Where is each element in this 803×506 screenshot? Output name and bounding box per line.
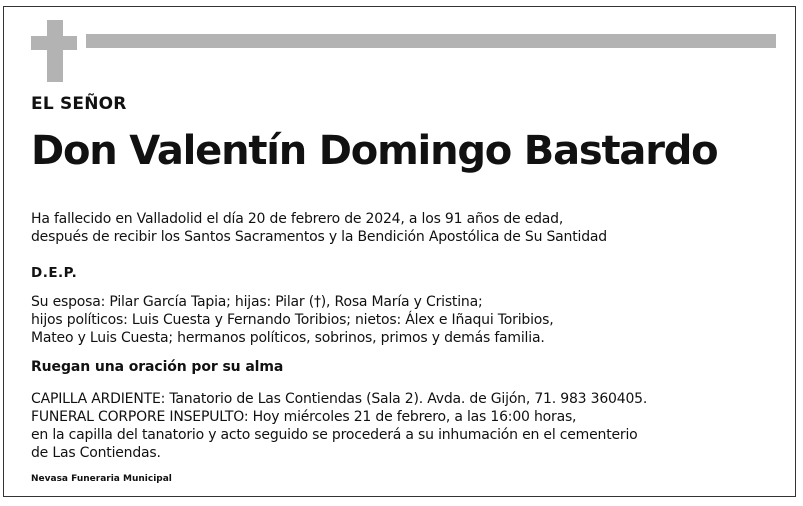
deceased-name: Don Valentín Domingo Bastardo [31,128,718,174]
cross-icon-arm [31,36,77,50]
death-notice-line: después de recibir los Santos Sacramentos y la Bendición Apostólica de Su Santidad [31,229,607,245]
death-notice-line: Ha fallecido en Valladolid el día 20 de febrero de 2024, a los 91 años de edad, [31,211,564,227]
family-line: Mateo y Luis Cuesta; hermanos políticos, sobrinos, primos y demás familia. [31,330,545,346]
prayer-request: Ruegan una oración por su alma [31,359,284,375]
title-prefix: EL SEÑOR [31,94,127,114]
service-line: de Las Contiendas. [31,445,161,461]
service-line: FUNERAL CORPORE INSEPULTO: Hoy miércoles 21 de febrero, a las 16:00 horas, [31,409,577,425]
header-rule [86,34,776,48]
dep-label: D.E.P. [31,265,78,281]
service-line: CAPILLA ARDIENTE: Tanatorio de Las Contiendas (Sala 2). Avda. de Gijón, 71. 983 360405. [31,391,648,407]
funeral-home-credit: Nevasa Funeraria Municipal [31,474,172,484]
family-line: hijos políticos: Luis Cuesta y Fernando Toribios; nietos: Álex e Iñaqui Toribios, [31,312,554,328]
death-notice-paragraph [31,210,607,246]
cross-icon [47,20,63,82]
service-line: en la capilla del tanatorio y acto seguido se procederá a su inhumación en el cementerio [31,427,638,443]
family-paragraph [31,293,553,347]
service-details [31,390,647,462]
family-line: Su esposa: Pilar García Tapia; hijas: Pilar (†), Rosa María y Cristina; [31,294,483,310]
